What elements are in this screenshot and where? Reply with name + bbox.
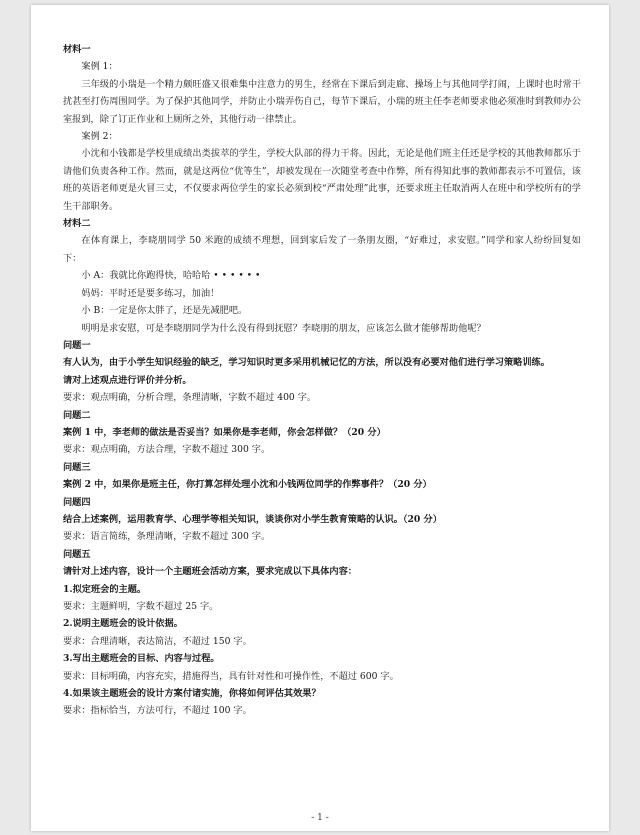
question-5-item-1: 1.拟定班会的主题。 xyxy=(63,583,147,595)
question-5-requirement-1: 要求：主题鲜明，字数不超过 25 字。 xyxy=(63,601,219,612)
material-1-heading: 材料一 xyxy=(63,44,91,55)
reply-mom: 妈妈：平时还是要多练习，加油！ xyxy=(81,287,220,299)
reply-a: 小 A：我就比你跑得快，哈哈哈 • • • • • • xyxy=(81,270,261,282)
case-2-label: 案例 2： xyxy=(81,131,118,143)
question-5-item-2: 2.说明主题班会的设计依据。 xyxy=(63,618,183,630)
material-2-question: 明明是求安慰，可是李晓朋同学为什么没有得到抚慰？李晓朋的朋友，应该怎么做才能够帮助他呢？ xyxy=(81,322,486,334)
document-page xyxy=(31,5,609,831)
question-1-task: 请对上述观点进行评价并分析。 xyxy=(63,374,192,386)
question-5-requirement-4: 要求：指标恰当，方法可行，不超过 100 字。 xyxy=(63,705,252,717)
question-5-item-3: 3.写出主题班会的目标、内容与过程。 xyxy=(63,653,220,665)
question-2-text: 案例 1 中，李老师的做法是否妥当？如果你是李老师，你会怎样做？（20 分） xyxy=(63,426,386,438)
case-1-label: 案例 1： xyxy=(81,61,118,73)
page-number: - 1 - xyxy=(311,813,329,823)
question-2-heading: 问题二 xyxy=(63,409,91,421)
question-1-text: 有人认为，由于小学生知识经验的缺乏，学习知识时更多采用机械记忆的方法，所以没有必要对他们进行学习策略训练。 xyxy=(63,357,550,369)
question-5-requirement-3: 要求：目标明确，内容充实，措施得当，具有针对性和可操作性，不超过 600 字。 xyxy=(63,670,399,682)
question-1-heading: 问题一 xyxy=(63,339,91,351)
page-content xyxy=(63,41,581,720)
question-5-requirement-2: 要求：合理清晰，表达简洁，不超过 150 字。 xyxy=(63,635,252,647)
material-2-intro: 在体育课上，李晓朋同学 50 米跑的成绩不理想，回到家后发了一条朋友圈，“好难过，求安慰。”同学和家人纷纷回复如下： xyxy=(63,235,581,264)
question-5-intro: 请针对上述内容，设计一个主题班会活动方案，要求完成以下具体内容： xyxy=(63,566,357,578)
question-1-requirement: 要求：观点明确，分析合理，条理清晰，字数不超过 400 字。 xyxy=(63,392,317,404)
question-5-heading: 问题五 xyxy=(63,548,91,560)
material-2-heading: 材料二 xyxy=(63,218,91,230)
case-1-text: 三年级的小瑞是一个精力颇旺盛又很难集中注意力的男生，经常在下课后到走廊、操场上与其他同学打闹，上课时也时常干扰甚至打伤周围同学。为了保护其他同学，并防止小瑞弄伤自己，每节下课后，小瑞的班主任李老师要求他必须准时到教师办公室报到，除了订正作业和上厕所之外，其他行动一律禁止。 xyxy=(63,78,581,125)
question-5-item-4: 4.如果该主题班会的设计方案付诸实施，你将如何评估其效果？ xyxy=(63,688,321,700)
reply-b: 小 B：一定是你太胖了，还是先减肥吧。 xyxy=(81,305,248,317)
question-3-heading: 问题三 xyxy=(63,461,91,473)
question-4-text: 结合上述案例，运用教育学、心理学等相关知识，谈谈你对小学生教育策略的认识。（20 分） xyxy=(63,513,442,525)
question-3-text: 案例 2 中，如果你是班主任，你打算怎样处理小沈和小钱两位同学的作弊事件？（20 分） xyxy=(63,479,432,491)
question-2-requirement: 要求：观点明确，方法合理，字数不超过 300 字。 xyxy=(63,444,271,456)
question-4-heading: 问题四 xyxy=(63,496,91,508)
case-2-text: 小沈和小钱都是学校里成绩出类拔萃的学生，学校大队部的得力干将。因此，无论是他们班主任还是学校的其他教师都乐于请他们负责各种工作。然而，就是这两位“优等生”，却被发现在一次随堂考查中作弊，所有得知此事的教师都表示不可置信，该班的英语老师更是火冒三丈，不仅要求两位学生的家长必须到校“严肃处理”此事，还要求班主任取消两人在班中和学校所有的学生干部职务。 xyxy=(63,148,581,212)
question-4-requirement: 要求：语言简练，条理清晰，字数不超过 300 字。 xyxy=(63,531,271,543)
